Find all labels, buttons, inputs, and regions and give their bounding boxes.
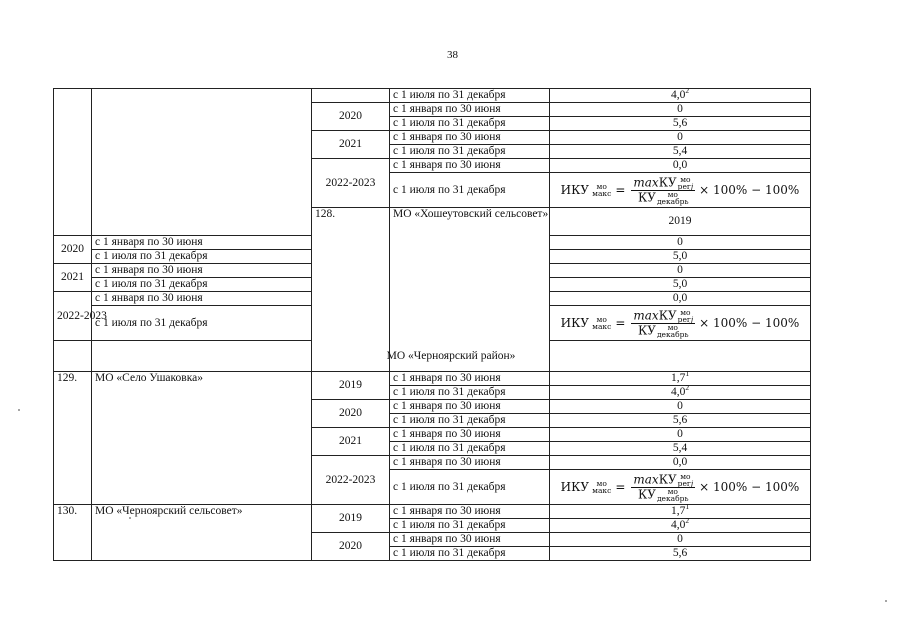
formula-cell xyxy=(550,306,811,341)
year-cell: 2021 xyxy=(312,131,390,159)
period-cell: с 1 января по 30 июня xyxy=(390,131,550,145)
value-cell: 5,0 xyxy=(550,250,811,264)
year-cell: 2019 xyxy=(550,208,811,236)
period-cell: с 1 января по 30 июня xyxy=(390,159,550,173)
year-cell: 2022-2023 xyxy=(312,456,390,505)
year-cell: 2021 xyxy=(312,428,390,456)
period-cell: с 1 июля по 31 декабря xyxy=(390,442,550,456)
value-cell: 5,0 xyxy=(550,278,811,292)
value-cell: $1,7^1$ xyxy=(550,505,811,519)
formula-fraction: maxКУ мо регj КУ мо декабрь xyxy=(633,471,694,503)
period-cell: с 1 января по 30 июня xyxy=(390,533,550,547)
period-cell: с 1 июля по 31 декабря xyxy=(390,386,550,400)
period-cell: с 1 июля по 31 декабря xyxy=(390,89,550,103)
value-cell: 0 xyxy=(550,400,811,414)
value-cell: 5,6 xyxy=(550,547,811,561)
period-cell: с 1 января по 30 июня xyxy=(390,505,550,519)
year-cell: 2019 xyxy=(312,505,390,533)
period-cell: с 1 июля по 31 декабря xyxy=(390,414,550,428)
formula: ИКУ мо макс = maxКУ мо регj КУ мо декабрь × 100% − 100% xyxy=(560,471,800,503)
scan-speck xyxy=(885,600,887,602)
region-header-row xyxy=(54,341,811,372)
period-cell: с 1 января по 30 июня xyxy=(390,372,550,386)
row-number: 130. xyxy=(54,505,92,561)
value-cell: $1,7^1$ xyxy=(550,372,811,386)
formula-fraction: maxКУ мо регj КУ мо декабрь xyxy=(633,174,694,206)
formula-cell xyxy=(550,470,811,505)
formula: ИКУ мо макс = maxКУ мо регj КУ мо декабрь × 100% − 100% xyxy=(560,174,800,206)
period-cell: с 1 января по 30 июня xyxy=(92,236,312,250)
period-cell: с 1 июля по 31 декабря xyxy=(390,117,550,131)
scan-speck xyxy=(129,517,131,519)
value-cell: $4,0^2$ xyxy=(550,89,811,103)
page-number: 38 xyxy=(447,49,458,61)
value-cell: $4,0^2$ xyxy=(550,386,811,400)
year-cell: 2019 xyxy=(312,372,390,400)
year-cell: 2020 xyxy=(312,400,390,428)
value-cell: 0 xyxy=(550,428,811,442)
period-cell: с 1 января по 30 июня xyxy=(92,292,312,306)
municipality-name: МО «Село Ушаковка» xyxy=(92,372,312,505)
year-cell: 2021 xyxy=(54,264,92,292)
value-cell: 0,0 xyxy=(550,456,811,470)
row-number: 128. xyxy=(312,208,390,372)
period-cell: с 1 января по 30 июня xyxy=(390,456,550,470)
value-cell: 5,4 xyxy=(550,442,811,456)
period-cell: с 1 июля по 31 декабря xyxy=(390,145,550,159)
value-cell: 0 xyxy=(550,131,811,145)
value-cell: 0 xyxy=(550,533,811,547)
period-cell: с 1 июля по 31 декабря xyxy=(92,306,312,341)
period-cell: с 1 июля по 31 декабря xyxy=(92,278,312,292)
period-cell: с 1 января по 30 июня xyxy=(390,103,550,117)
value-cell: 5,4 xyxy=(550,145,811,159)
scan-speck xyxy=(18,409,20,411)
value-cell: 0 xyxy=(550,264,811,278)
value-cell: 5,6 xyxy=(550,117,811,131)
value-cell: 0 xyxy=(550,103,811,117)
year-cell: 2022-2023 xyxy=(54,292,92,341)
period-cell: с 1 июля по 31 декабря xyxy=(92,250,312,264)
period-cell: с 1 июля по 31 декабря xyxy=(390,519,550,533)
tariff-table xyxy=(53,88,811,561)
municipality-name: МО «Черноярский сельсовет» xyxy=(92,505,312,561)
year-cell: 2020 xyxy=(54,236,92,264)
period-cell: с 1 июля по 31 декабря xyxy=(390,173,550,208)
period-cell: с 1 января по 30 июня xyxy=(92,264,312,278)
value-cell: 0 xyxy=(550,236,811,250)
formula-cell xyxy=(550,173,811,208)
formula-fraction: maxКУ мо регj КУ мо декабрь xyxy=(633,307,694,339)
formula: ИКУ мо макс = maxКУ мо регj КУ мо декабрь × 100% − 100% xyxy=(560,307,800,339)
value-cell: 0,0 xyxy=(550,292,811,306)
period-cell: с 1 января по 30 июня xyxy=(390,428,550,442)
table-row xyxy=(54,505,811,519)
value-cell: $4,0^2$ xyxy=(550,519,811,533)
table-row xyxy=(54,372,811,386)
table-row xyxy=(54,89,811,103)
value-cell: 5,6 xyxy=(550,414,811,428)
period-cell: с 1 июля по 31 декабря xyxy=(390,547,550,561)
municipality-name: МО «Хошеутовский сельсовет» xyxy=(390,208,550,372)
year-cell: 2020 xyxy=(312,103,390,131)
period-cell: с 1 января по 30 июня xyxy=(390,400,550,414)
region-title: МО «Черноярский район» xyxy=(92,341,811,372)
year-cell: 2020 xyxy=(312,533,390,561)
row-number: 129. xyxy=(54,372,92,505)
year-cell: 2022-2023 xyxy=(312,159,390,208)
period-cell: с 1 июля по 31 декабря xyxy=(390,470,550,505)
value-cell: 0,0 xyxy=(550,159,811,173)
